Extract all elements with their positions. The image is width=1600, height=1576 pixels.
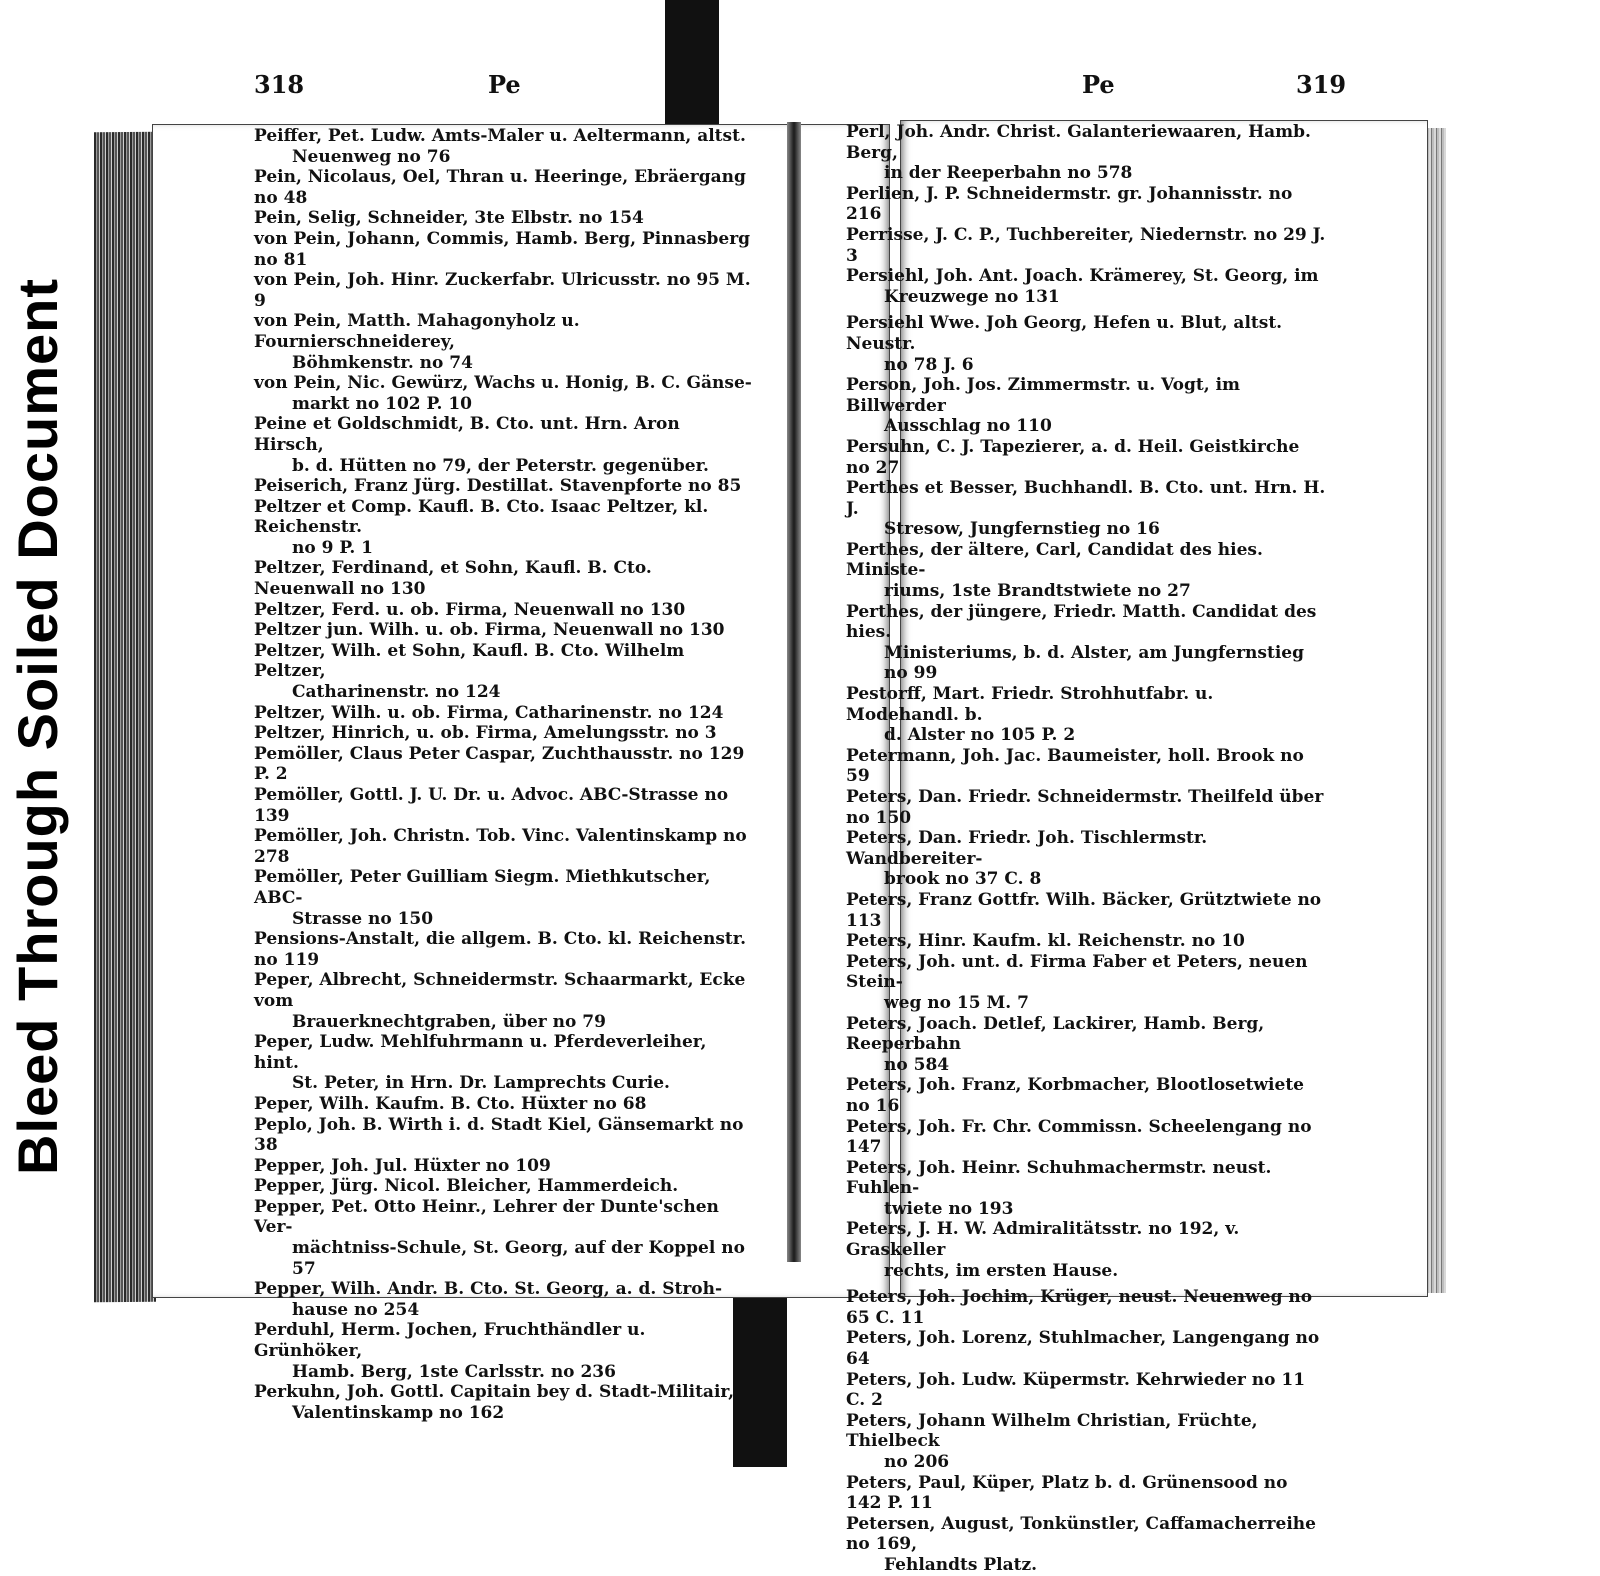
directory-entry xyxy=(846,375,1328,437)
entry-continuation: no 78 J. 6 xyxy=(884,354,974,375)
entry-line: Persiehl, Joh. Ant. Joach. Krämerey, St. Georg, im xyxy=(846,266,1319,287)
entry-line: Petersen, August, Tonkünstler, Caffamacherreihe no 169, xyxy=(846,1513,1316,1555)
entry-line: von Pein, Matth. Mahagonyholz u. Fournierschneiderey, xyxy=(254,311,580,352)
entry-line: Pemöller, Claus Peter Caspar, Zuchthausstr. no 129 P. 2 xyxy=(254,743,745,785)
left-page-header: Pe xyxy=(488,70,521,99)
directory-entry xyxy=(254,497,754,559)
entry-continuation: Kreuzwege no 131 xyxy=(884,286,1060,307)
entry-line: Peters, Joh. Franz, Korbmacher, Blootlosetwiete no 16 xyxy=(846,1075,1304,1116)
entry-line: Peltzer, Wilh. et Sohn, Kaufl. B. Cto. Wilhelm Peltzer, xyxy=(254,640,685,682)
entry-continuation: St. Peter, in Hrn. Dr. Lamprechts Curie. xyxy=(292,1073,670,1094)
entry-line: Perlien, J. P. Schneidermstr. gr. Johannisstr. no 216 xyxy=(846,183,1293,225)
directory-entry xyxy=(846,478,1328,540)
entry-line: Peiffer, Pet. Ludw. Amts-Maler u. Aeltermann, altst. xyxy=(254,126,746,146)
entry-line: Perthes et Besser, Buchhandl. B. Cto. unt. Hrn. H. J. xyxy=(846,478,1326,519)
entry-continuation: hause no 254 xyxy=(292,1299,420,1320)
directory-entry xyxy=(254,723,754,744)
entry-line: Perthes, der ältere, Carl, Candidat des hies. Ministe- xyxy=(846,539,1263,581)
directory-entry xyxy=(846,1117,1328,1158)
entry-line: Peters, Joh. Lorenz, Stuhlmacher, Langengang no 64 xyxy=(846,1328,1320,1370)
entry-continuation: Strasse no 150 xyxy=(292,908,434,929)
entry-continuation: Fehlandts Platz. xyxy=(884,1554,1038,1575)
entry-line: Pepper, Wilh. Andr. B. Cto. St. Georg, a. d. Stroh- xyxy=(254,1279,723,1300)
entry-line: Peters, Paul, Küper, Platz b. d. Grünensood no 142 P. 11 xyxy=(846,1472,1288,1514)
entry-line: Persuhn, C. J. Tapezierer, a. d. Heil. Geistkirche no 27 xyxy=(846,436,1300,478)
entry-line: Pepper, Pet. Otto Heinr., Lehrer der Dunte'schen Ver- xyxy=(254,1196,719,1238)
entry-line: Pein, Nicolaus, Oel, Thran u. Heeringe, Ebräergang no 48 xyxy=(254,167,746,208)
right-page-number: 319 xyxy=(1296,70,1347,99)
directory-entry xyxy=(254,1094,754,1115)
directory-entry xyxy=(254,167,754,208)
directory-entry xyxy=(846,225,1328,266)
directory-entry xyxy=(846,122,1328,184)
entry-line: Perduhl, Herm. Jochen, Fruchthändler u. Grünhöker, xyxy=(254,1320,646,1362)
entry-line: Perrisse, J. C. P., Tuchbereiter, Niedernstr. no 29 J. 3 xyxy=(846,224,1326,266)
directory-entry xyxy=(254,229,754,270)
directory-entry xyxy=(254,1197,754,1279)
entry-continuation: Ministeriums, b. d. Alster, am Jungfernstieg no 99 xyxy=(884,642,1304,684)
entry-line: Pepper, Jürg. Nicol. Bleicher, Hammerdeich. xyxy=(254,1176,679,1197)
directory-entry xyxy=(254,1382,754,1423)
directory-entry xyxy=(846,1158,1328,1220)
entry-continuation: Neuenweg no 76 xyxy=(292,146,451,167)
entry-line: Peltzer, Ferd. u. ob. Firma, Neuenwall no 130 xyxy=(254,599,686,620)
entry-line: Peters, Franz Gottfr. Wilh. Bäcker, Grütztwiete no 113 xyxy=(846,889,1322,931)
directory-entry xyxy=(254,208,754,229)
entry-continuation: rechts, im ersten Hause. xyxy=(884,1260,1119,1281)
directory-entry xyxy=(846,1328,1328,1369)
entry-line: Petermann, Joh. Jac. Baumeister, holl. Brook no 59 xyxy=(846,745,1304,787)
directory-entry xyxy=(846,1219,1328,1281)
left-page-number: 318 xyxy=(254,70,305,99)
entry-continuation: d. Alster no 105 P. 2 xyxy=(884,725,1076,746)
entry-line: Perl, Joh. Andr. Christ. Galanteriewaaren, Hamb. Berg, xyxy=(846,122,1311,163)
directory-entry xyxy=(846,313,1328,375)
directory-entry xyxy=(254,826,754,867)
entry-continuation: b. d. Hütten no 79, der Peterstr. gegenüber. xyxy=(292,455,709,476)
entry-continuation: mächtniss-Schule, St. Georg, auf der Koppel no 57 xyxy=(292,1238,745,1279)
directory-entry xyxy=(846,828,1328,890)
entry-continuation: Hamb. Berg, 1ste Carlsstr. no 236 xyxy=(292,1361,616,1382)
entry-line: Peters, Joach. Detlef, Lackirer, Hamb. Berg, Reeperbahn xyxy=(846,1013,1265,1055)
directory-entry xyxy=(254,703,754,724)
page-edges-left xyxy=(94,132,156,1302)
entry-line: Peters, Joh. Ludw. Küpermstr. Kehrwieder no 11 C. 2 xyxy=(846,1369,1306,1411)
directory-entry xyxy=(846,1411,1328,1473)
directory-entry xyxy=(846,1514,1328,1576)
entry-continuation: Brauerknechtgraben, über no 79 xyxy=(292,1011,606,1032)
entry-continuation: markt no 102 P. 10 xyxy=(292,393,472,414)
directory-entry xyxy=(254,744,754,785)
directory-entry xyxy=(254,1320,754,1382)
entry-line: Peters, Joh. Heinr. Schuhmachermstr. neust. Fuhlen- xyxy=(846,1157,1272,1199)
directory-entry xyxy=(846,602,1328,684)
directory-entry xyxy=(846,787,1328,828)
directory-entry xyxy=(846,890,1328,931)
directory-entry xyxy=(254,970,754,1032)
entry-line: Persiehl Wwe. Joh Georg, Hefen u. Blut, altst. Neustr. xyxy=(846,313,1283,354)
entry-continuation: brook no 37 C. 8 xyxy=(884,869,1042,890)
directory-entry xyxy=(254,641,754,703)
directory-entry xyxy=(846,1473,1328,1514)
directory-entry xyxy=(846,540,1328,602)
entry-continuation: weg no 15 M. 7 xyxy=(884,992,1029,1013)
directory-entry xyxy=(254,558,754,599)
directory-entry xyxy=(254,126,754,167)
entry-continuation: Stresow, Jungfernstieg no 16 xyxy=(884,519,1160,540)
directory-entry xyxy=(254,785,754,826)
directory-entry xyxy=(254,414,754,476)
directory-entry xyxy=(846,1014,1328,1076)
entry-line: Pein, Selig, Schneider, 3te Elbstr. no 154 xyxy=(254,208,644,229)
entry-line: Peper, Albrecht, Schneidermstr. Schaarmarkt, Ecke vom xyxy=(254,970,746,1011)
directory-entry xyxy=(254,1032,754,1094)
directory-entry xyxy=(846,1287,1328,1328)
entry-line: Peine et Goldschmidt, B. Cto. unt. Hrn. Aron Hirsch, xyxy=(254,414,680,455)
entry-line: Perkuhn, Joh. Gottl. Capitain bey d. Stadt-Militair, xyxy=(254,1382,735,1403)
bleed-through-stamp xyxy=(8,145,68,1175)
directory-entry xyxy=(254,311,754,373)
entry-line: Peters, Dan. Friedr. Joh. Tischlermstr. Wandbereiter- xyxy=(846,828,1208,869)
directory-entry xyxy=(846,266,1328,307)
book-gutter xyxy=(787,122,801,1262)
directory-entry xyxy=(846,746,1328,787)
directory-entry xyxy=(846,437,1328,478)
entry-line: Peters, Johann Wilhelm Christian, Früchte, Thielbeck xyxy=(846,1410,1258,1452)
directory-entry xyxy=(846,1075,1328,1116)
directory-entry xyxy=(846,184,1328,225)
entry-line: Peplo, Joh. B. Wirth i. d. Stadt Kiel, Gänsemarkt no 38 xyxy=(254,1114,744,1156)
left-entries xyxy=(254,126,754,1423)
right-page-header: Pe xyxy=(1082,70,1115,99)
stamp-label: Bleed Through Soiled Document xyxy=(6,277,69,1175)
entry-line: Peper, Wilh. Kaufm. B. Cto. Hüxter no 68 xyxy=(254,1093,647,1114)
entry-line: Peper, Ludw. Mehlfuhrmann u. Pferdeverleiher, hint. xyxy=(254,1032,707,1073)
entry-continuation: Catharinenstr. no 124 xyxy=(292,682,501,703)
directory-entry xyxy=(254,373,754,414)
directory-entry xyxy=(254,620,754,641)
entry-continuation: twiete no 193 xyxy=(884,1198,1014,1219)
entry-line: Peltzer, Hinrich, u. ob. Firma, Amelungsstr. no 3 xyxy=(254,723,717,744)
directory-entry xyxy=(846,952,1328,1014)
entry-continuation: no 9 P. 1 xyxy=(292,537,373,558)
directory-entry xyxy=(254,476,754,497)
right-entries xyxy=(846,122,1328,1576)
entry-line: Peters, Dan. Friedr. Schneidermstr. Theilfeld über no 150 xyxy=(846,787,1324,828)
directory-entry xyxy=(846,684,1328,746)
entry-line: Peters, J. H. W. Admiralitätsstr. no 192, v. Graskeller xyxy=(846,1219,1240,1261)
directory-entry xyxy=(254,1279,754,1320)
entry-line: Perthes, der jüngere, Friedr. Matth. Candidat des hies. xyxy=(846,601,1317,643)
entry-line: Peiserich, Franz Jürg. Destillat. Stavenpforte no 85 xyxy=(254,476,742,497)
entry-line: Peters, Joh. Fr. Chr. Commissn. Scheelengang no 147 xyxy=(846,1116,1312,1158)
entry-continuation: riums, 1ste Brandtstwiete no 27 xyxy=(884,581,1191,602)
entry-continuation: no 584 xyxy=(884,1054,950,1075)
entry-line: Peltzer jun. Wilh. u. ob. Firma, Neuenwall no 130 xyxy=(254,620,725,641)
entry-line: Peltzer et Comp. Kaufl. B. Cto. Isaac Peltzer, kl. Reichenstr. xyxy=(254,496,709,538)
binding-strap-top xyxy=(665,0,719,128)
entry-line: Pemöller, Peter Guilliam Siegm. Miethkutscher, ABC- xyxy=(254,867,711,908)
entry-continuation: no 206 xyxy=(884,1452,950,1472)
entry-continuation: in der Reeperbahn no 578 xyxy=(884,163,1133,184)
directory-entry xyxy=(254,867,754,929)
entry-line: Pensions-Anstalt, die allgem. B. Cto. kl. Reichenstr. no 119 xyxy=(254,929,747,970)
directory-entry xyxy=(254,1115,754,1156)
entry-line: Person, Joh. Jos. Zimmermstr. u. Vogt, im Billwerder xyxy=(846,375,1241,416)
entry-line: Peters, Joh. unt. d. Firma Faber et Peters, neuen Stein- xyxy=(846,951,1308,993)
entry-line: Peters, Joh. Jochim, Krüger, neust. Neuenweg no 65 C. 11 xyxy=(846,1287,1313,1328)
entry-line: von Pein, Nic. Gewürz, Wachs u. Honig, B. C. Gänse- xyxy=(254,373,752,394)
entry-line: Pemöller, Gottl. J. U. Dr. u. Advoc. ABC-Strasse no 139 xyxy=(254,785,729,826)
entry-line: Pestorff, Mart. Friedr. Strohhutfabr. u. Modehandl. b. xyxy=(846,684,1214,725)
entry-line: Peltzer, Ferdinand, et Sohn, Kaufl. B. Cto. Neuenwall no 130 xyxy=(254,558,652,600)
entry-line: Peltzer, Wilh. u. ob. Firma, Catharinenstr. no 124 xyxy=(254,702,724,723)
directory-entry xyxy=(254,929,754,970)
entry-line: Peters, Hinr. Kaufm. kl. Reichenstr. no 10 xyxy=(846,931,1245,952)
directory-entry xyxy=(846,1370,1328,1411)
entry-line: Pemöller, Joh. Christn. Tob. Vinc. Valentinskamp no 278 xyxy=(254,826,747,867)
entry-line: von Pein, Joh. Hinr. Zuckerfabr. Ulricusstr. no 95 M. 9 xyxy=(254,270,751,311)
directory-entry xyxy=(254,1176,754,1197)
entry-continuation: Ausschlag no 110 xyxy=(884,416,1052,437)
entry-line: von Pein, Johann, Commis, Hamb. Berg, Pinnasberg no 81 xyxy=(254,228,751,270)
entry-line: Pepper, Joh. Jul. Hüxter no 109 xyxy=(254,1155,551,1176)
entry-continuation: Böhmkenstr. no 74 xyxy=(292,352,473,373)
directory-entry xyxy=(254,600,754,621)
directory-entry xyxy=(846,931,1328,952)
entry-continuation: Valentinskamp no 162 xyxy=(292,1402,505,1423)
directory-entry xyxy=(254,270,754,311)
directory-entry xyxy=(254,1156,754,1177)
